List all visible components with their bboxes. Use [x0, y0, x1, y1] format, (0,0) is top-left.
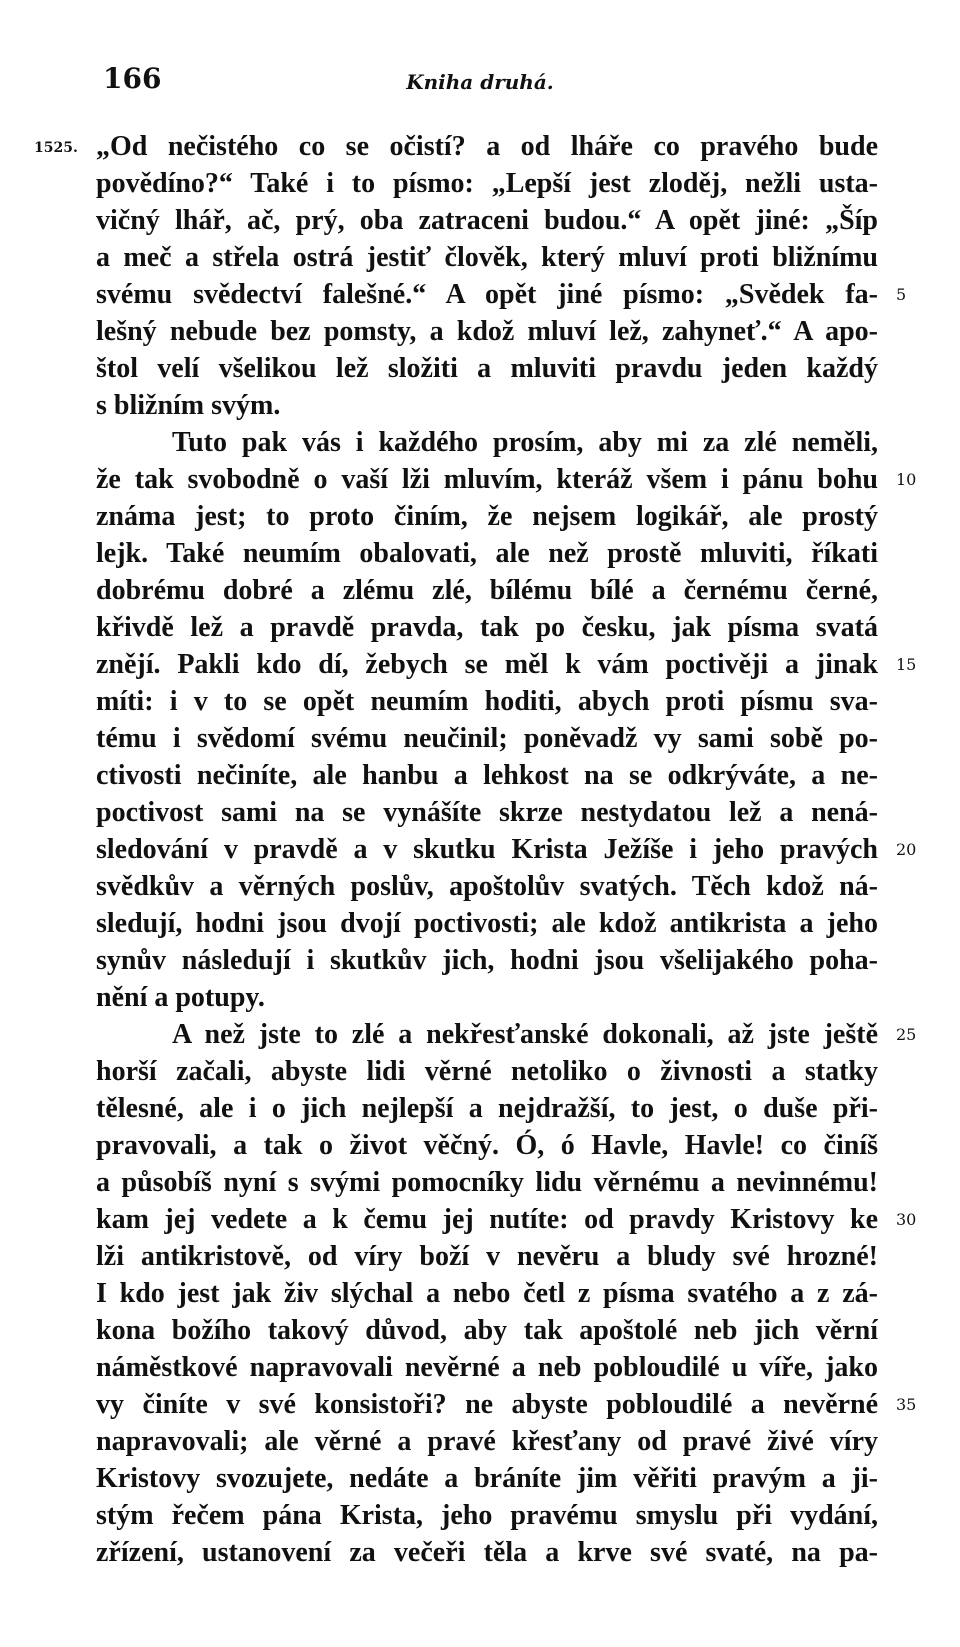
text-line: s bližním svým. — [96, 390, 281, 421]
line-number: 15 — [896, 655, 917, 674]
text-line: znějí. Pakli kdo dí, žebych se měl k vám poctivěji a jinak — [96, 649, 878, 680]
line-number: 30 — [896, 1210, 917, 1229]
text-line: kam jej vedete a k čemu jej nutíte: od pravdy Kristovy ke — [96, 1204, 878, 1235]
page-number: 166 — [103, 62, 162, 95]
text-line: sledují, hodni jsou dvojí poctivosti; ale kdož antikrista a jeho — [96, 908, 878, 939]
line-number: 35 — [896, 1395, 917, 1414]
line-number: 10 — [896, 470, 917, 489]
text-line: lešný nebude bez pomsty, a kdož mluví lež, zahyneť.“ A apo- — [96, 316, 878, 347]
text-line: vy činíte v své konsistoři? ne abyste pobloudilé a nevěrné — [96, 1389, 878, 1420]
text-line: svému svědectví falešné.“ A opět jiné písmo: „Svědek fa- — [96, 279, 878, 310]
text-line: synův následují i skutkův jich, hodni jsou všelijakého poha- — [96, 945, 878, 976]
text-line: známa jest; to proto činím, že nejsem logikář, ale prostý — [96, 501, 878, 532]
text-line: stým řečem pána Krista, jeho pravému smyslu při vydání, — [96, 1500, 878, 1531]
text-line: a působíš nyní s svými pomocníky lidu věrnému a nevinnému! — [96, 1167, 878, 1198]
line-number: 5 — [896, 285, 907, 304]
text-line: lži antikristově, od víry boží v nevěru a bludy své hrozné! — [96, 1241, 878, 1272]
text-line: pravovali, a tak o život věčný. Ó, ó Havle, Havle! co činíš — [96, 1130, 878, 1161]
text-line: poctivost sami na se vynášíte skrze nestydatou lež a nená- — [96, 797, 878, 828]
text-line: že tak svobodně o vaší lži mluvím, kteráž všem i pánu bohu — [96, 464, 878, 495]
text-line: tělesné, ale i o jich nejlepší a nejdražší, to jest, o duše při- — [96, 1093, 878, 1124]
text-line: nění a potupy. — [96, 982, 265, 1013]
text-line: horší začali, abyste lidi věrné netoliko o živnosti a statky — [96, 1056, 878, 1087]
text-line: napravovali; ale věrné a pravé křesťany od pravé živé víry — [96, 1426, 878, 1457]
text-line: Tuto pak vás i každého prosím, aby mi za zlé neměli, — [172, 427, 878, 458]
text-line: I kdo jest jak živ slýchal a nebo četl z písma svatého a z zá- — [96, 1278, 878, 1309]
margin-year-note: 1525. — [34, 140, 78, 156]
text-line: křivdě lež a pravdě pravda, tak po česku, jak písma svatá — [96, 612, 878, 643]
text-line: A než jste to zlé a nekřesťanské dokonali, až jste ještě — [172, 1019, 878, 1050]
text-line: vičný lhář, ač, prý, oba zatraceni budou.“ A opět jiné: „Šíp — [96, 205, 878, 236]
line-number: 25 — [896, 1025, 917, 1044]
text-line: a meč a střela ostrá jestiť člověk, který mluví proti bližnímu — [96, 242, 878, 273]
text-line: „Od nečistého co se očistí? a od lháře co pravého bude — [96, 131, 878, 162]
text-line: ctivosti nečiníte, ale hanbu a lehkost na se odkrýváte, a ne- — [96, 760, 878, 791]
text-line: míti: i v to se opět neumím hoditi, abych proti písmu sva- — [96, 686, 878, 717]
text-line: zřízení, ustanovení za večeři těla a krve své svaté, na pa- — [96, 1537, 878, 1568]
text-line: sledování v pravdě a v skutku Krista Ježíše i jeho pravých — [96, 834, 878, 865]
line-number: 20 — [896, 840, 917, 859]
text-line: tému i svědomí svému neučinil; poněvadž vy sami sobě po- — [96, 723, 878, 754]
text-line: lejk. Také neumím obalovati, ale než prostě mluviti, říkati — [96, 538, 878, 569]
text-line: povědíno?“ Také i to písmo: „Lepší jest zloděj, nežli usta- — [96, 168, 878, 199]
text-line: náměstkové napravovali nevěrné a neb pobloudilé u víře, jako — [96, 1352, 878, 1383]
text-line: kona božího takový důvod, aby tak apoštolé neb jich věrní — [96, 1315, 878, 1346]
running-head: Kniha druhá. — [406, 70, 554, 94]
text-line: štol velí všelikou lež složiti a mluviti pravdu jeden každý — [96, 353, 878, 384]
text-line: Kristovy svozujete, nedáte a bráníte jim věřiti pravým a ji- — [96, 1463, 878, 1494]
text-line: dobrému dobré a zlému zlé, bílému bílé a černému černé, — [96, 575, 878, 606]
text-line: svědkův a věrných poslův, apoštolův svatých. Těch kdož ná- — [96, 871, 878, 902]
